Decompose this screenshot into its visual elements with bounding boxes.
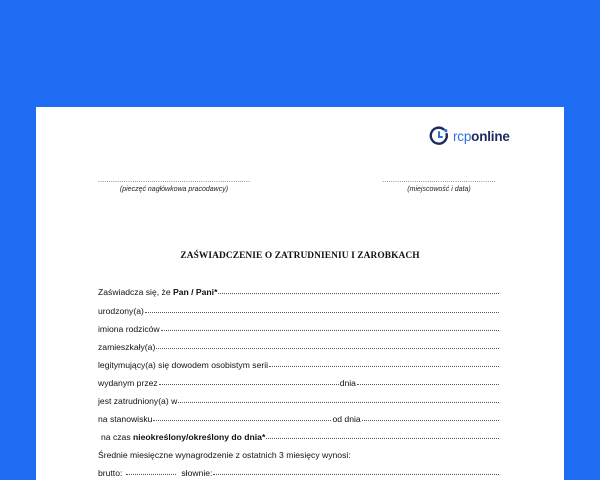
place-date-dotted-line: .....................................................	[382, 177, 496, 184]
id-label: legitymujący(a) się dowodem osobistym serii	[98, 360, 269, 370]
id-fill-line[interactable]	[269, 366, 499, 367]
in-words-label: słownie:	[181, 468, 213, 478]
gross-label: brutto:	[98, 468, 123, 478]
salary-intro-label: Średnie miesięczne wynagrodzenie z ostatnich 3 miesięcy wynosi:	[98, 450, 351, 460]
employer-stamp-field	[98, 177, 250, 193]
contract-fill-line[interactable]	[266, 438, 499, 439]
document-title: ZAŚWIADCZENIE O ZATRUDNIENIU I ZAROBKACH	[180, 251, 420, 261]
rcponline-logo	[428, 125, 510, 147]
gross-fill-line[interactable]	[126, 474, 176, 475]
address-fill-line[interactable]	[156, 348, 499, 349]
form-line-issued	[98, 378, 500, 390]
document-page	[36, 107, 564, 480]
form-line-employer	[98, 396, 500, 408]
employer-fill-line[interactable]	[178, 402, 499, 403]
since-label: od dnia	[332, 414, 361, 424]
contract-label: na czas	[101, 432, 131, 442]
position-fill-line[interactable]	[153, 420, 331, 421]
issued-date-label: dnia	[339, 378, 356, 388]
place-date-field	[379, 177, 499, 193]
parents-label: imiona rodziców	[98, 324, 160, 334]
place-date-caption: (miejscowość i data)	[407, 186, 471, 193]
person-label: Zaświadcza się, że	[98, 287, 171, 297]
logo-wordmark: rcponline	[453, 128, 510, 144]
person-bold-label: Pan / Pani*	[173, 287, 218, 297]
issued-by-fill-line[interactable]	[159, 384, 339, 385]
stamp-dotted-line: .......................................................................	[98, 177, 251, 184]
person-fill-line[interactable]	[218, 293, 499, 294]
in-words-fill-line[interactable]	[213, 474, 499, 475]
form-line-gross	[98, 468, 500, 480]
employer-label: jest zatrudniony(a) w	[98, 396, 178, 406]
born-fill-line[interactable]	[145, 312, 499, 313]
form-line-position	[98, 414, 500, 426]
form-line-id	[98, 360, 500, 372]
clock-logo-icon	[428, 125, 450, 147]
contract-bold-label: nieokreślony/określony do dnia*	[133, 432, 266, 442]
parents-fill-line[interactable]	[161, 330, 499, 331]
form-line-person	[98, 287, 500, 299]
issued-date-fill-line[interactable]	[357, 384, 499, 385]
issued-label: wydanym przez	[98, 378, 158, 388]
form-line-born	[98, 306, 500, 318]
form-line-address	[98, 342, 500, 354]
position-label: na stanowisku	[98, 414, 153, 424]
stamp-caption: (pieczęć nagłówkowa pracodawcy)	[119, 186, 229, 193]
born-label: urodzony(a)	[98, 306, 144, 316]
form-line-parents	[98, 324, 500, 336]
form-line-contract	[101, 432, 500, 444]
address-label: zamieszkały(a)	[98, 342, 156, 352]
form-line-salary-intro	[98, 450, 500, 462]
since-fill-line[interactable]	[362, 420, 499, 421]
